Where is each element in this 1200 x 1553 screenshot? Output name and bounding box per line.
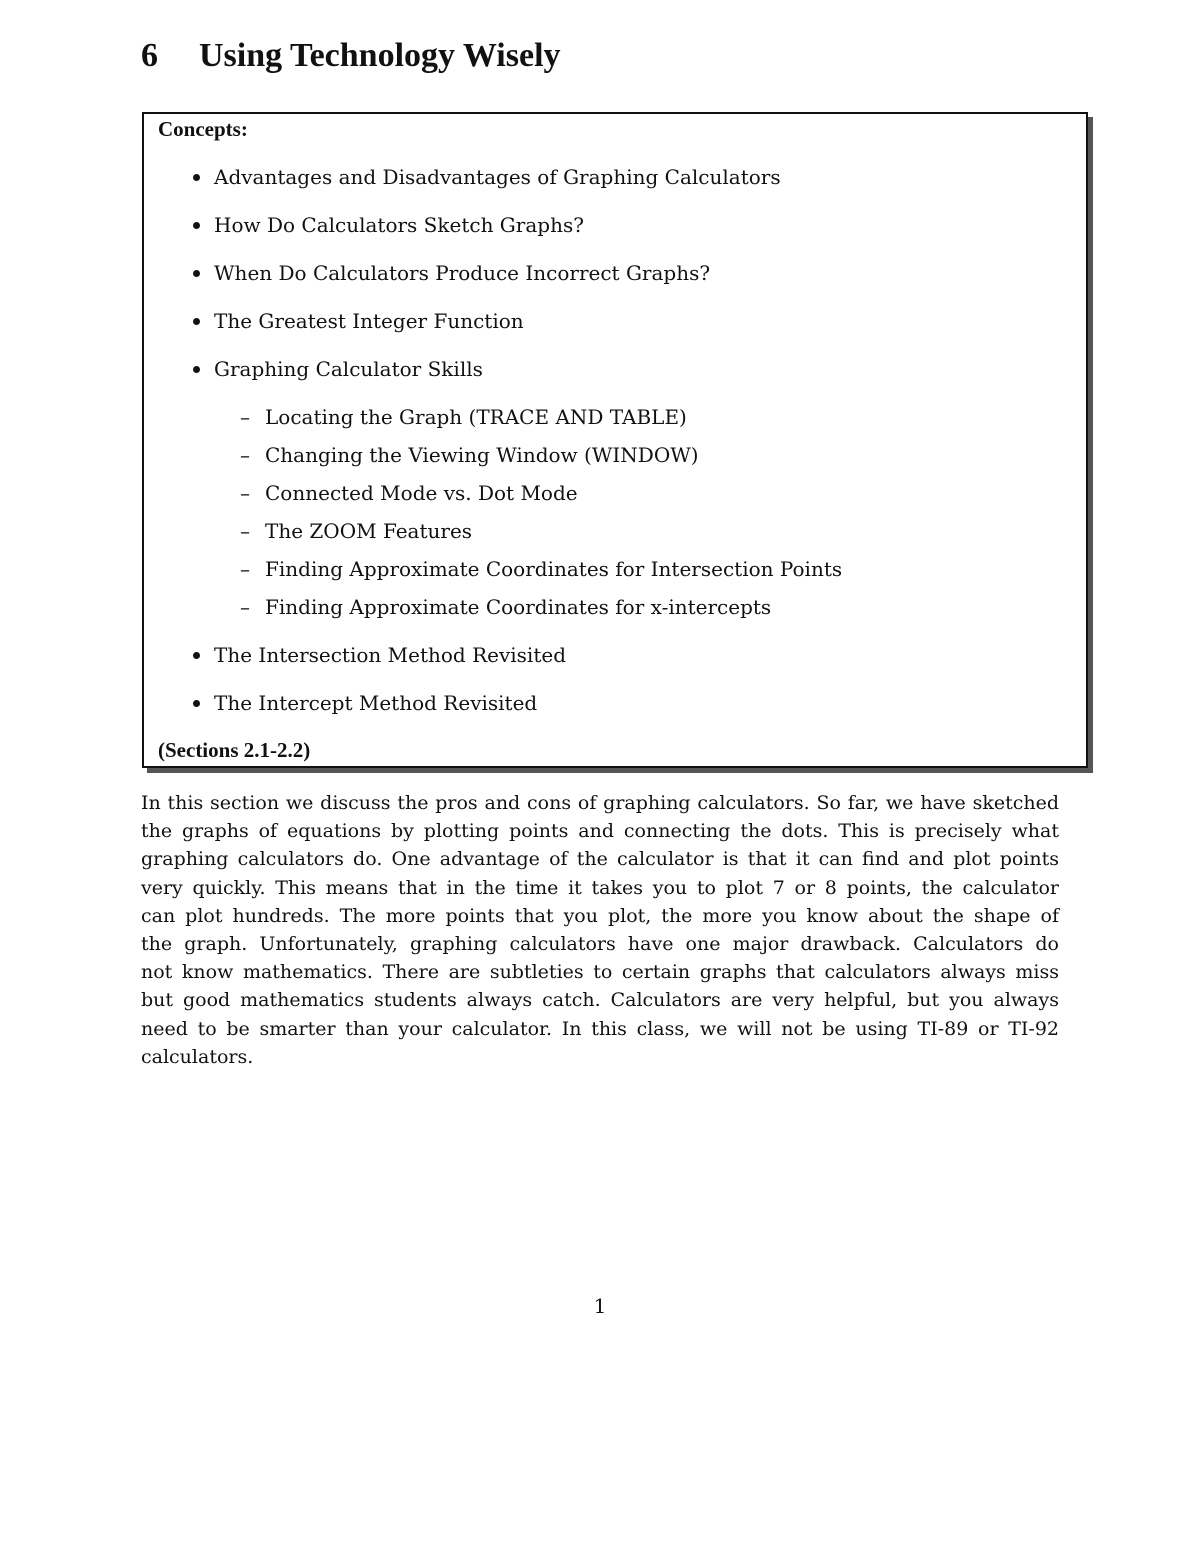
- dash-marker: –: [240, 557, 250, 581]
- paragraph-line: the graph. Unfortunately, graphing calculators have one major drawback. Calculators do: [141, 932, 1059, 955]
- paragraph-line: graphing calculators do. One advantage of the calculator is that it can find and plot points: [141, 848, 1059, 871]
- bullet-icon: [193, 174, 200, 181]
- paragraph-line: very quickly. This means that in the time it takes you to plot 7 or 8 points, the calculator: [141, 876, 1059, 899]
- paragraph-line: not know mathematics. There are subtleties to certain graphs that calculators always miss: [141, 961, 1059, 984]
- paragraph-line: In this section we discuss the pros and cons of graphing calculators. So far, we have sketched: [141, 792, 1059, 814]
- bullet-icon: [193, 700, 200, 707]
- concept-item: Graphing Calculator Skills: [214, 357, 483, 381]
- paragraph-line: need to be smarter than your calculator. In this class, we will not be using TI-89 or TI-92: [141, 1017, 1059, 1040]
- paragraph-line: the graphs of equations by plotting points and connecting the dots. This is precisely what: [141, 820, 1059, 843]
- concept-subitem: Finding Approximate Coordinates for x-intercepts: [265, 595, 772, 619]
- intro-paragraph: [141, 789, 1059, 1071]
- section-number: 6: [141, 37, 158, 74]
- dash-marker: –: [240, 481, 250, 505]
- concept-subitem: Connected Mode vs. Dot Mode: [265, 481, 578, 505]
- concept-item: When Do Calculators Produce Incorrect Graphs?: [214, 261, 711, 285]
- concept-subitem: Finding Approximate Coordinates for Intersection Points: [265, 557, 843, 581]
- bullet-icon: [193, 652, 200, 659]
- paragraph-line: calculators.: [141, 1045, 254, 1068]
- concept-item: The Greatest Integer Function: [214, 309, 524, 333]
- dash-marker: –: [240, 595, 250, 619]
- concepts-title: Concepts:: [158, 117, 248, 141]
- concepts-box: [142, 112, 1088, 768]
- dash-marker: –: [240, 443, 250, 467]
- bullet-icon: [193, 366, 200, 373]
- section-title: Using Technology Wisely: [199, 37, 561, 74]
- page-number: 1: [593, 1294, 607, 1318]
- bullet-icon: [193, 222, 200, 229]
- sections-reference: (Sections 2.1-2.2): [158, 738, 311, 762]
- concept-item: The Intersection Method Revisited: [214, 643, 567, 667]
- concept-subitem: The ZOOM Features: [265, 519, 473, 543]
- concept-item: Advantages and Disadvantages of Graphing Calculators: [214, 165, 781, 189]
- bullet-icon: [193, 318, 200, 325]
- section-heading: [141, 36, 561, 76]
- paragraph-line: can plot hundreds. The more points that you plot, the more you know about the shape of: [141, 904, 1059, 927]
- concept-subitem: Changing the Viewing Window (WINDOW): [265, 443, 699, 467]
- concept-item: The Intercept Method Revisited: [214, 691, 538, 715]
- paragraph-line: but good mathematics students always catch. Calculators are very helpful, but you always: [141, 989, 1059, 1012]
- concept-item: How Do Calculators Sketch Graphs?: [214, 213, 584, 237]
- concept-subitem: Locating the Graph (TRACE AND TABLE): [265, 405, 687, 429]
- bullet-icon: [193, 270, 200, 277]
- dash-marker: –: [240, 519, 250, 543]
- dash-marker: –: [240, 405, 250, 429]
